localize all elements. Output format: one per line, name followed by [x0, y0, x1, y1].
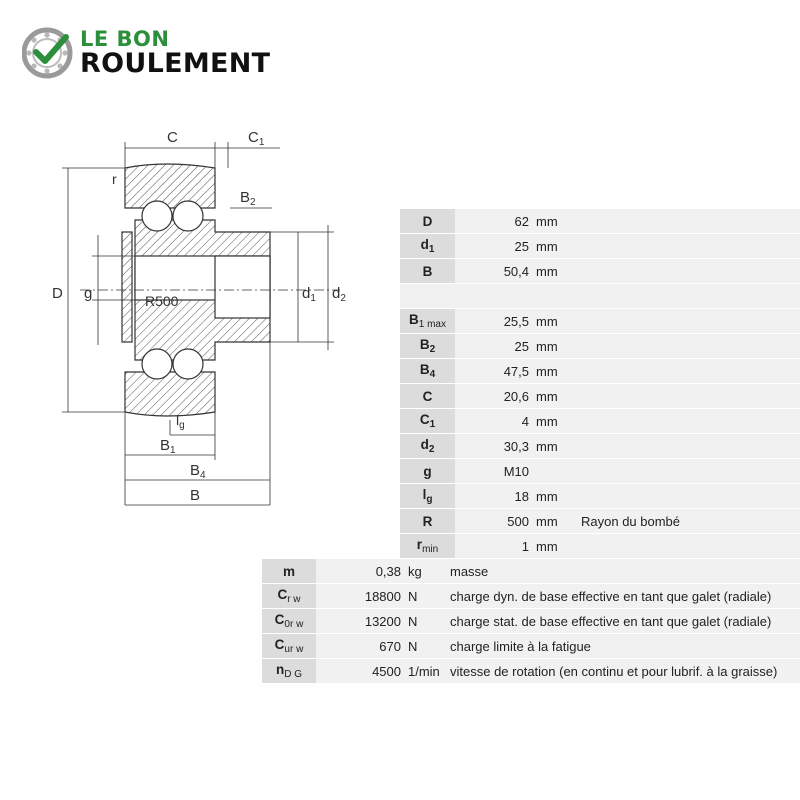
- param-symbol: C: [274, 637, 285, 652]
- param-subscript: 0r w: [284, 619, 304, 630]
- param-name: [400, 409, 455, 434]
- param-value: 18800: [316, 584, 405, 609]
- param-subscript: ur w: [284, 644, 304, 655]
- table-row: [262, 659, 800, 684]
- table-row: [262, 584, 800, 609]
- param-value: 13200: [316, 609, 405, 634]
- param-subscript: 2: [428, 444, 435, 455]
- param-subscript: 1: [428, 244, 435, 255]
- param-symbol: B: [419, 337, 430, 352]
- param-subscript: r w: [287, 594, 301, 605]
- table-row: [400, 509, 800, 534]
- table-row: [262, 559, 800, 584]
- param-symbol: r: [416, 537, 423, 552]
- param-description: charge limite à la fatigue: [442, 634, 800, 659]
- table-row: [400, 409, 800, 434]
- bearing-cross-section-drawing: [40, 120, 370, 520]
- param-unit: mm: [533, 534, 573, 559]
- param-name: [262, 559, 316, 584]
- param-symbol: C: [274, 612, 285, 627]
- param-value: 1: [455, 534, 533, 559]
- param-unit: kg: [405, 559, 442, 584]
- param-name: [400, 384, 455, 409]
- table-row: [400, 334, 800, 359]
- table-row: [400, 384, 800, 409]
- param-description: [573, 309, 800, 334]
- param-subscript: 1: [429, 419, 436, 430]
- param-value: 670: [316, 634, 405, 659]
- bearing-check-icon: [22, 27, 74, 79]
- label-b2: $B_2$: [240, 189, 256, 208]
- param-symbol: n: [275, 662, 285, 677]
- param-unit: mm: [533, 359, 573, 384]
- param-description: [573, 459, 800, 484]
- param-name: [400, 434, 455, 459]
- param-symbol: B: [419, 362, 430, 377]
- param-symbol: C: [422, 388, 433, 404]
- param-name: [400, 234, 455, 259]
- param-symbol: g: [423, 463, 432, 479]
- param-unit: mm: [533, 384, 573, 409]
- param-value: 4: [455, 409, 533, 434]
- param-description: charge dyn. de base effective en tant que galet (radiale): [442, 584, 800, 609]
- param-description: [573, 534, 800, 559]
- table-row: [400, 309, 800, 334]
- param-name: [400, 534, 455, 559]
- param-unit: mm: [533, 209, 573, 234]
- param-description: [573, 234, 800, 259]
- param-value: 25: [455, 334, 533, 359]
- param-description: masse: [442, 559, 800, 584]
- label-d2: $d_2$: [332, 285, 346, 304]
- param-symbol: l: [422, 487, 427, 502]
- param-subscript: 4: [429, 369, 436, 380]
- performance-table: [262, 559, 800, 684]
- table-separator: [400, 284, 800, 309]
- table-row: [400, 534, 800, 559]
- label-lg: $l_g$: [176, 412, 185, 431]
- param-value: 0,38: [316, 559, 405, 584]
- param-unit: mm: [533, 509, 573, 534]
- table-row: [400, 234, 800, 259]
- param-value: 25: [455, 234, 533, 259]
- label-c: C: [167, 129, 178, 146]
- table-row: [262, 609, 800, 634]
- logo-line-2: ROULEMENT: [80, 48, 271, 79]
- param-unit: mm: [533, 434, 573, 459]
- param-value: 4500: [316, 659, 405, 684]
- param-value: 50,4: [455, 259, 533, 284]
- param-subscript: g: [426, 494, 433, 505]
- param-description: charge stat. de base effective en tant que galet (radiale): [442, 609, 800, 634]
- param-description: [573, 384, 800, 409]
- param-description: Rayon du bombé: [573, 509, 800, 534]
- param-symbol: m: [282, 563, 295, 579]
- param-name: [400, 509, 455, 534]
- table-row: [400, 459, 800, 484]
- param-symbol: B: [409, 312, 419, 327]
- param-name: [262, 584, 316, 609]
- param-name: [400, 259, 455, 284]
- param-name: [400, 309, 455, 334]
- table-row: [400, 434, 800, 459]
- param-description: [573, 334, 800, 359]
- param-name: [262, 659, 316, 684]
- label-b1: $B_1$: [160, 437, 176, 456]
- table-row: [400, 484, 800, 509]
- label-b: B: [190, 487, 201, 504]
- param-unit: 1/min: [405, 659, 442, 684]
- dimensions-table: [400, 209, 800, 559]
- label-b4: $B_4$: [190, 462, 206, 481]
- param-value: 25,5: [455, 309, 533, 334]
- param-subscript: 1 max: [418, 319, 446, 330]
- param-symbol: d: [420, 437, 429, 452]
- label-g: g: [84, 285, 93, 302]
- label-r: r: [112, 171, 117, 187]
- param-name: [400, 359, 455, 384]
- logo-line-1: LE BON: [80, 27, 170, 51]
- table-row: [400, 359, 800, 384]
- param-description: [573, 259, 800, 284]
- param-subscript: D G: [284, 669, 303, 680]
- param-name: [400, 209, 455, 234]
- param-symbol: B: [422, 263, 433, 279]
- param-name: [262, 634, 316, 659]
- param-value: 62: [455, 209, 533, 234]
- param-description: [573, 484, 800, 509]
- label-r500: R500: [145, 293, 179, 309]
- param-value: 47,5: [455, 359, 533, 384]
- param-value: 30,3: [455, 434, 533, 459]
- param-description: [573, 409, 800, 434]
- param-value: 18: [455, 484, 533, 509]
- param-name: [400, 334, 455, 359]
- param-description: [573, 209, 800, 234]
- param-description: [573, 434, 800, 459]
- param-unit: N: [405, 634, 442, 659]
- label-d1: $d_1$: [302, 285, 316, 304]
- param-unit: mm: [533, 234, 573, 259]
- param-symbol: D: [422, 213, 433, 229]
- param-unit: N: [405, 609, 442, 634]
- table-row: [400, 259, 800, 284]
- param-value: M10: [455, 459, 533, 484]
- label-d: D: [52, 285, 63, 302]
- param-symbol: C: [419, 412, 430, 427]
- param-unit: [533, 459, 573, 484]
- param-unit: N: [405, 584, 442, 609]
- param-symbol: C: [277, 587, 288, 602]
- param-value: 500: [455, 509, 533, 534]
- param-description: vitesse de rotation (en continu et pour lubrif. à la graisse): [442, 659, 800, 684]
- param-subscript: 2: [429, 344, 436, 355]
- param-symbol: d: [420, 237, 429, 252]
- param-name: [400, 459, 455, 484]
- logo[interactable]: [22, 25, 312, 85]
- param-unit: mm: [533, 409, 573, 434]
- param-value: 20,6: [455, 384, 533, 409]
- param-name: [262, 609, 316, 634]
- table-row: [262, 634, 800, 659]
- table-row: [400, 209, 800, 234]
- param-symbol: R: [422, 513, 433, 529]
- param-unit: mm: [533, 259, 573, 284]
- param-unit: mm: [533, 484, 573, 509]
- param-description: [573, 359, 800, 384]
- param-name: [400, 484, 455, 509]
- label-c1: $C_1$: [248, 129, 265, 148]
- param-unit: mm: [533, 334, 573, 359]
- param-subscript: min: [422, 544, 439, 555]
- param-unit: mm: [533, 309, 573, 334]
